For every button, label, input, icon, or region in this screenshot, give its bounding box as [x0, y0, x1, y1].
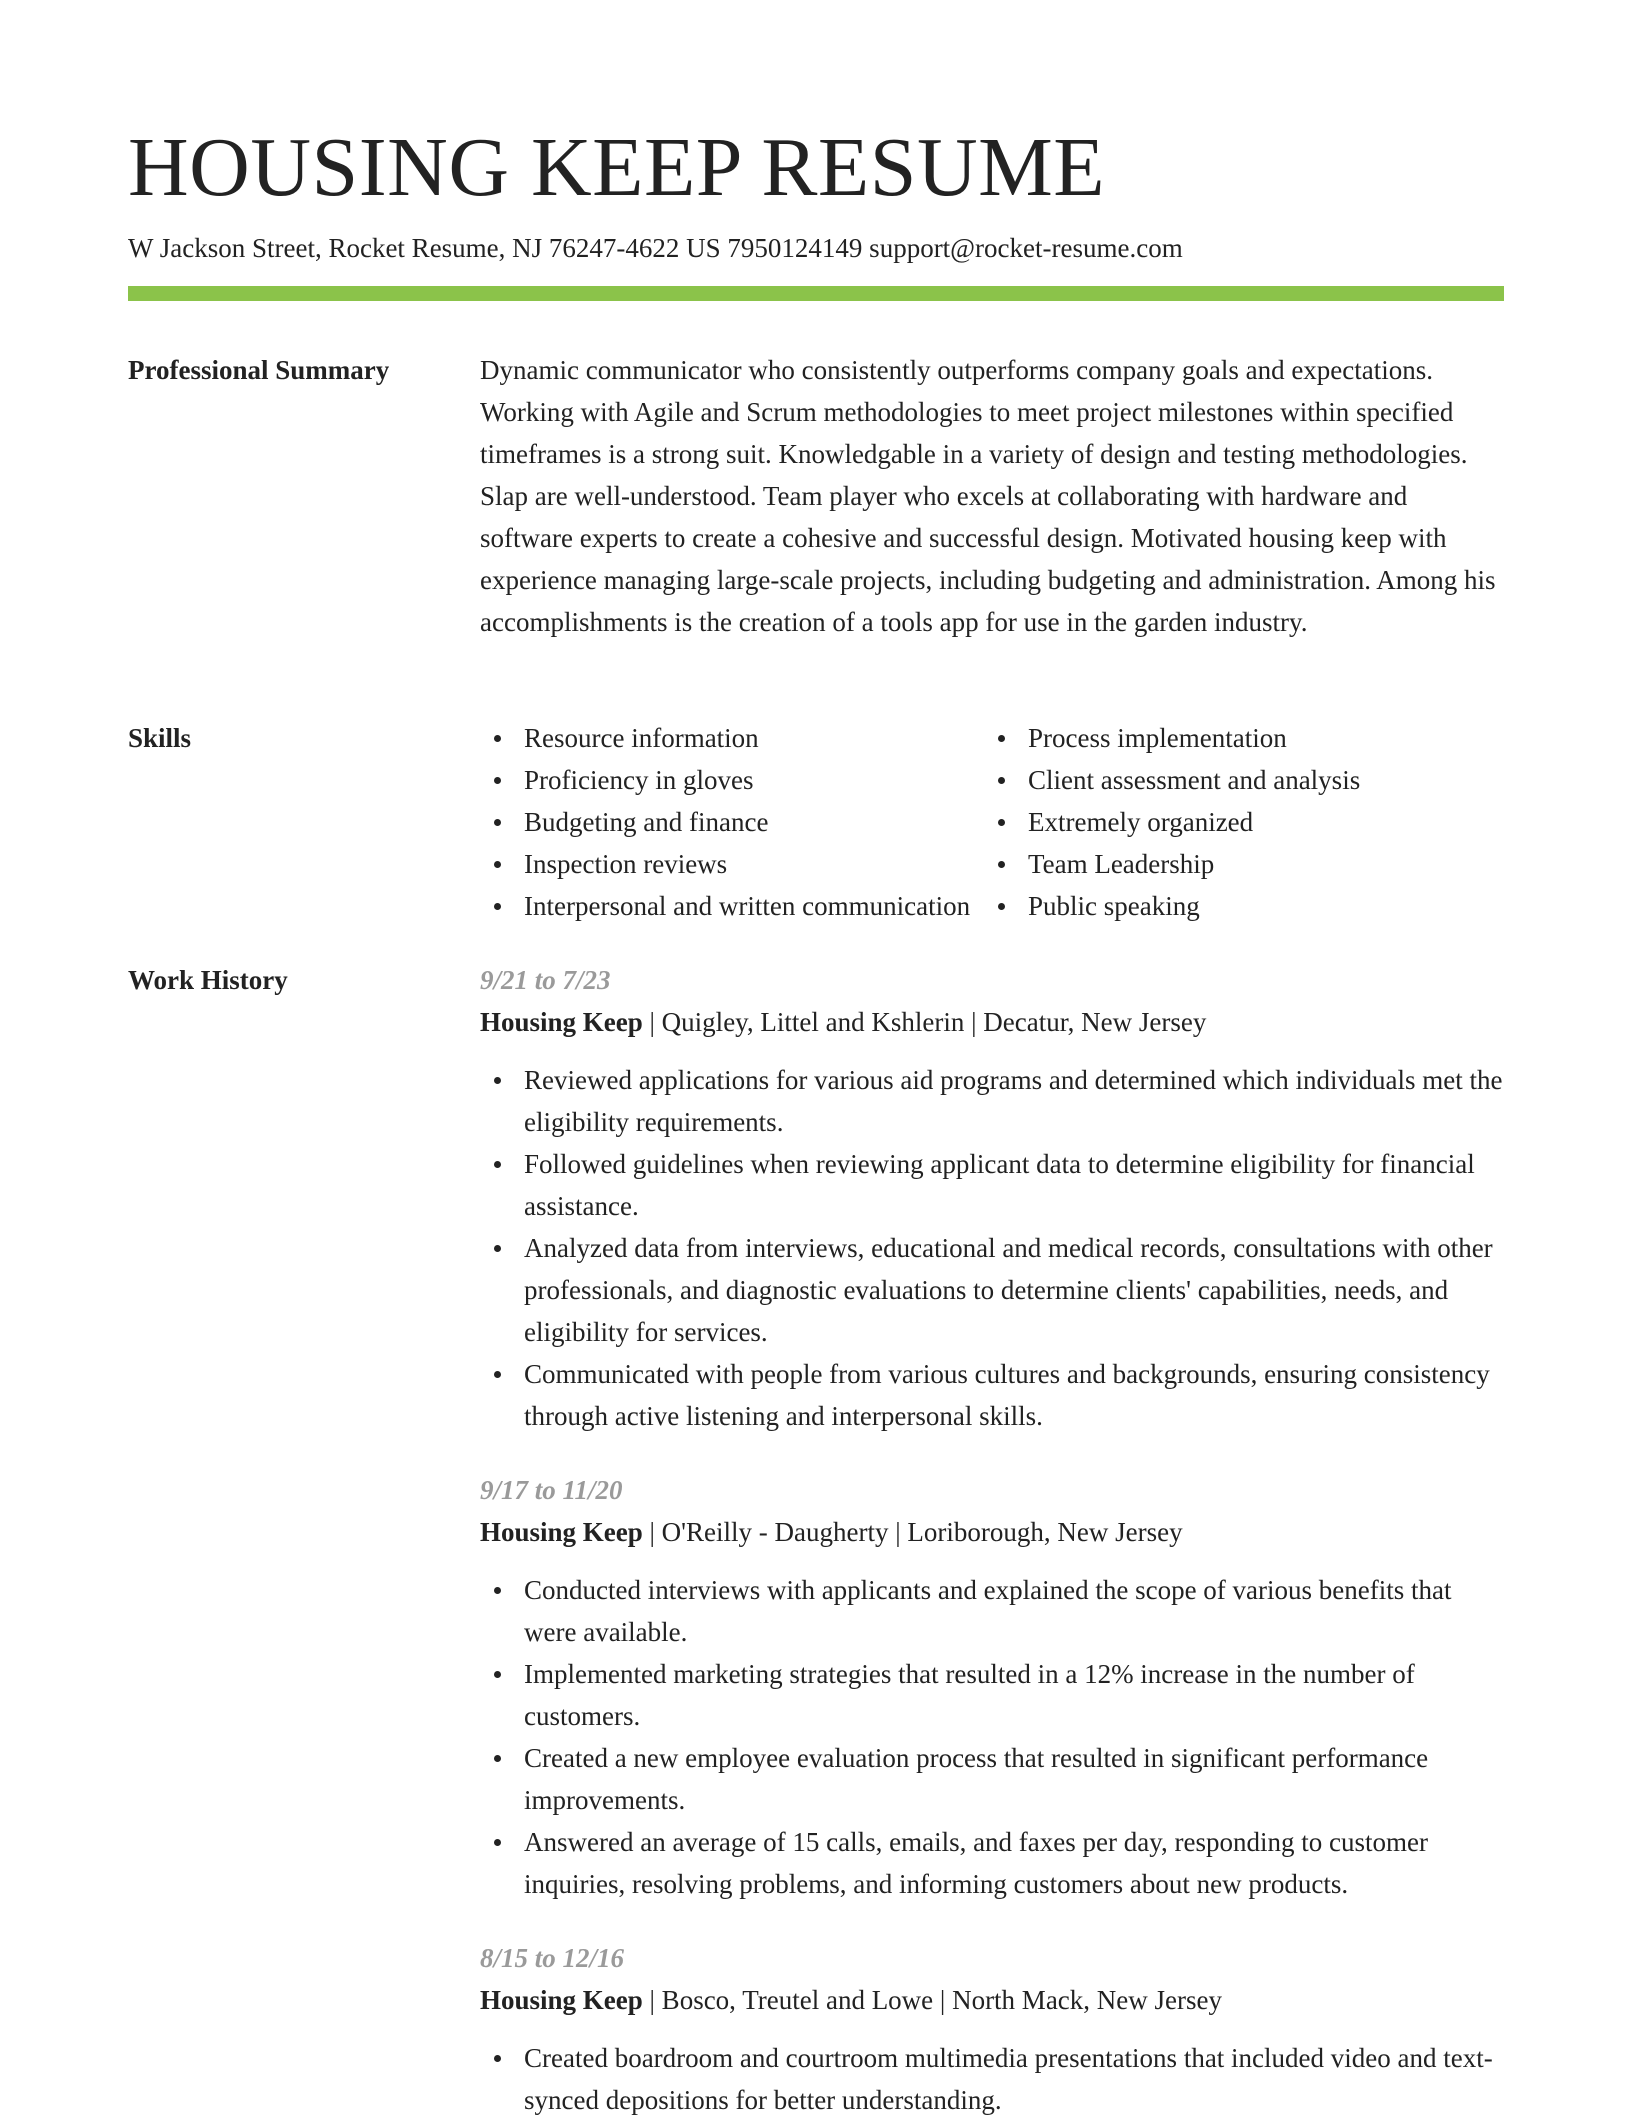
job-employer-location: | Bosco, Treutel and Lowe | North Mack, New Jersey	[642, 1985, 1222, 2015]
resume-title: HOUSING KEEP RESUME	[128, 121, 1106, 214]
job-heading	[480, 1511, 1506, 1553]
duty-item: Followed guidelines when reviewing applicant data to determine eligibility for financial assistance.	[480, 1143, 1506, 1227]
summary-label: Professional Summary	[128, 355, 390, 385]
job-dates: 9/17 to 11/20	[480, 1475, 623, 1505]
skill-item: Inspection reviews	[480, 843, 984, 885]
skill-item: Proficiency in gloves	[480, 759, 984, 801]
duty-item: Conducted interviews with applicants and explained the scope of various benefits that were available.	[480, 1569, 1506, 1653]
job-title: Housing Keep	[480, 1007, 643, 1037]
skill-item: Public speaking	[984, 885, 1488, 927]
duty-item: Implemented marketing strategies that resulted in a 12% increase in the number of customers.	[480, 1653, 1506, 1737]
contact-line: W Jackson Street, Rocket Resume, NJ 76247-4622 US 7950124149 support@rocket-resume.com	[128, 233, 1183, 263]
duty-item: Created boardroom and courtroom multimedia presentations that included video and text-synced depositions for better understanding.	[480, 2037, 1506, 2121]
job-entry	[480, 959, 1506, 1437]
work-history-section	[480, 959, 1506, 2121]
job-employer-location: | Quigley, Littel and Kshlerin | Decatur, New Jersey	[642, 1007, 1207, 1037]
summary-section	[480, 349, 1506, 643]
job-entry	[480, 1469, 1506, 1905]
header-divider	[128, 286, 1504, 301]
skills-column-2	[984, 717, 1488, 927]
job-title: Housing Keep	[480, 1985, 643, 2015]
job-dates: 9/21 to 7/23	[480, 965, 611, 995]
skill-item: Extremely organized	[984, 801, 1488, 843]
job-heading	[480, 1001, 1506, 1043]
skill-item: Budgeting and finance	[480, 801, 984, 843]
skill-item: Client assessment and analysis	[984, 759, 1488, 801]
duty-item: Created a new employee evaluation process that resulted in significant performance improvements.	[480, 1737, 1506, 1821]
job-duties	[480, 1569, 1506, 1905]
duty-item: Reviewed applications for various aid programs and determined which individuals met the eligibility requirements.	[480, 1059, 1506, 1143]
job-entry	[480, 1937, 1506, 2121]
job-title: Housing Keep	[480, 1517, 643, 1547]
skills-column-1	[480, 717, 984, 927]
job-heading	[480, 1979, 1506, 2021]
duty-item: Answered an average of 15 calls, emails, and faxes per day, responding to customer inquiries, resolving problems, and informing customers about new products.	[480, 1821, 1506, 1905]
job-duties	[480, 1059, 1506, 1437]
job-employer-location: | O'Reilly - Daugherty | Loriborough, New Jersey	[642, 1517, 1183, 1547]
skills-section	[480, 717, 1506, 927]
duty-item: Communicated with people from various cultures and backgrounds, ensuring consistency through active listening and interpersonal skills.	[480, 1353, 1506, 1437]
duty-item: Analyzed data from interviews, educational and medical records, consultations with other professionals, and diagnostic evaluations to determine clients' capabilities, needs, and eligibility for services.	[480, 1227, 1506, 1353]
skill-item: Process implementation	[984, 717, 1488, 759]
skills-label: Skills	[128, 723, 192, 753]
job-dates: 8/15 to 12/16	[480, 1943, 625, 1973]
summary-text: Dynamic communicator who consistently outperforms company goals and expectations. Working with Agile and Scrum methodologies to meet project milestones within specified timeframes is a strong suit. Knowledgable in a variety of design and testing methodologies. Slap are well-understood. Team player who excels at collaborating with hardware and software experts to create a cohesive and successful design. Motivated housing keep with experience managing large-scale projects, including budgeting and administration. Among his accomplishments is the creation of a tools app for use in the garden industry.	[480, 355, 1496, 637]
work-history-label: Work History	[128, 965, 288, 995]
skill-item: Interpersonal and written communication	[480, 885, 984, 927]
skill-item: Team Leadership	[984, 843, 1488, 885]
skill-item: Resource information	[480, 717, 984, 759]
job-duties	[480, 2037, 1506, 2121]
